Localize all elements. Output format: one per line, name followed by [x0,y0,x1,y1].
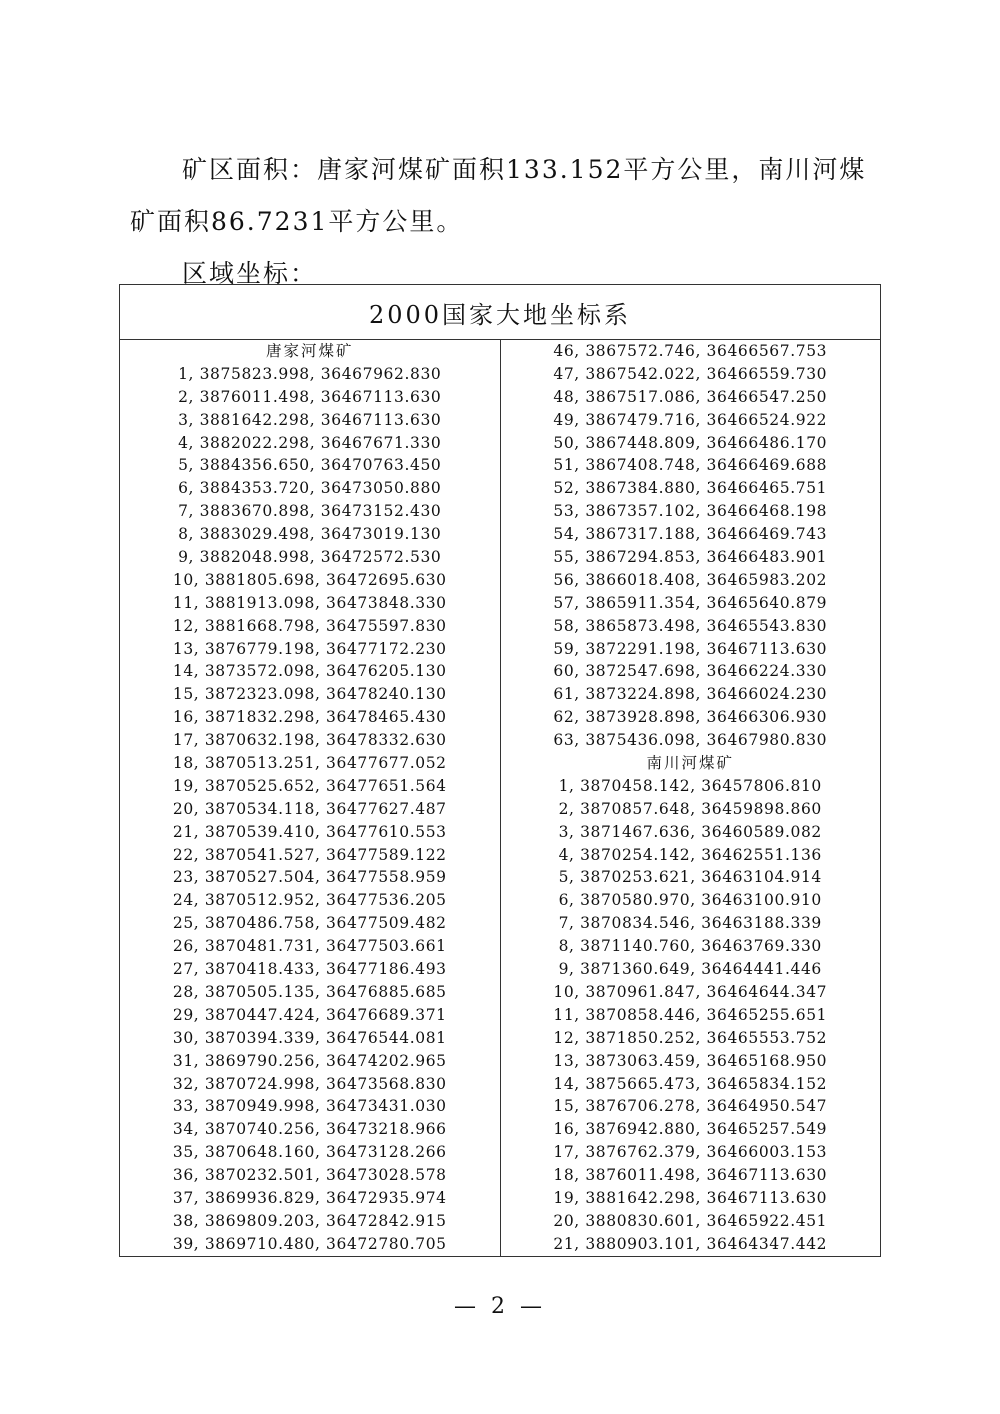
coordinate-row: 14, 3875665.473, 36465834.152 [553,1074,828,1093]
coordinate-row: 2, 3876011.498, 36467113.630 [178,387,442,406]
coordinate-row: 54, 3867317.188, 36466469.743 [553,525,828,544]
coordinate-row: 37, 3869936.829, 36472935.974 [172,1188,447,1207]
coordinate-row: 34, 3870740.256, 36473218.966 [172,1120,447,1139]
coordinate-row: 39, 3869710.480, 36472780.705 [172,1234,447,1253]
coordinate-row: 19, 3870525.652, 36477651.564 [172,776,447,795]
coordinate-row: 46, 3867572.746, 36466567.753 [553,342,828,360]
mine-name-heading: 唐家河煤矿 [265,342,354,360]
coordinate-row: 51, 3867408.748, 36466469.688 [553,456,828,475]
coordinate-row: 5, 3884356.650, 36470763.450 [178,456,442,475]
coordinate-row: 14, 3873572.098, 36476205.130 [172,662,447,681]
mining-area-paragraph: 矿区面积：唐家河煤矿面积133.152平方公里，南川河煤矿面积86.7231平方公里。 [130,155,867,236]
coordinate-row: 15, 3872323.098, 36478240.130 [172,685,447,704]
coordinate-row: 62, 3873928.898, 36466306.930 [553,708,828,727]
coordinate-row: 47, 3867542.022, 36466559.730 [553,364,828,383]
coordinate-row: 16, 3876942.880, 36465257.549 [553,1120,828,1139]
coordinate-row: 9, 3882048.998, 36472572.530 [178,548,442,567]
coordinate-row: 61, 3873224.898, 36466024.230 [553,685,828,704]
coordinate-row: 13, 3876779.198, 36477172.230 [172,639,447,658]
coordinate-row: 16, 3871832.298, 36478465.430 [172,708,447,727]
coordinate-row: 5, 3870253.621, 36463104.914 [558,868,822,887]
coordinate-row: 33, 3870949.998, 36473431.030 [172,1097,447,1116]
coordinate-row: 31, 3869790.256, 36474202.965 [172,1051,447,1070]
coordinate-row: 9, 3871360.649, 36464441.446 [558,960,822,979]
mine-name-heading: 南川河煤矿 [646,754,734,773]
coordinate-row: 29, 3870447.424, 36476689.371 [172,1005,447,1024]
coordinate-row: 55, 3867294.853, 36466483.901 [553,548,828,567]
coordinate-row: 8, 3883029.498, 36473019.130 [178,525,442,544]
left-coordinate-column [120,340,501,1257]
coordinate-row: 2, 3870857.648, 36459898.860 [558,799,822,818]
coordinate-row: 7, 3870834.546, 36463188.339 [558,914,822,933]
coordinate-row: 25, 3870486.758, 36477509.482 [172,914,447,933]
coordinate-row: 32, 3870724.998, 36473568.830 [172,1074,447,1093]
coordinate-row: 49, 3867479.716, 36466524.922 [553,410,828,429]
coordinate-row: 4, 3870254.142, 36462551.136 [558,845,822,864]
coordinate-row: 4, 3882022.298, 36467671.330 [178,433,442,452]
coordinate-row: 19, 3881642.298, 36467113.630 [553,1188,828,1207]
coordinate-row: 20, 3870534.118, 36477627.487 [172,799,447,818]
coordinate-row: 17, 3876762.379, 36466003.153 [553,1143,828,1162]
coordinate-row: 12, 3871850.252, 36465553.752 [553,1028,828,1047]
coordinate-row: 18, 3870513.251, 36477677.052 [172,754,447,773]
coordinate-row: 6, 3884353.720, 36473050.880 [178,479,442,498]
coordinate-row: 8, 3871140.760, 36463769.330 [558,937,822,956]
coordinate-row: 26, 3870481.731, 36477503.661 [172,937,447,956]
coordinate-row: 50, 3867448.809, 36466486.170 [553,433,828,452]
coordinate-row: 1, 3875823.998, 36467962.830 [178,364,442,383]
coordinate-row: 35, 3870648.160, 36473128.266 [172,1143,447,1162]
coordinate-row: 20, 3880830.601, 36465922.451 [553,1211,828,1230]
coordinate-row: 56, 3866018.408, 36465983.202 [553,570,828,589]
coordinate-row: 13, 3873063.459, 36465168.950 [553,1051,828,1070]
coordinate-row: 36, 3870232.501, 36473028.578 [172,1166,447,1185]
coordinate-row: 38, 3869809.203, 36472842.915 [172,1211,447,1230]
coordinate-row: 60, 3872547.698, 36466224.330 [553,662,828,681]
coordinate-row: 53, 3867357.102, 36466468.198 [553,502,828,521]
coordinate-row: 6, 3870580.970, 36463100.910 [558,891,822,910]
coordinate-row: 7, 3883670.898, 36473152.430 [178,502,442,521]
coordinate-row: 11, 3870858.446, 36465255.651 [553,1005,828,1024]
coordinate-row: 22, 3870541.527, 36477589.122 [172,845,447,864]
coordinate-row: 48, 3867517.086, 36466547.250 [553,387,828,406]
coordinate-row: 10, 3881805.698, 36472695.630 [172,570,447,589]
coordinate-row: 24, 3870512.952, 36477536.205 [172,891,447,910]
coordinate-row: 58, 3865873.498, 36465543.830 [553,616,828,635]
coordinate-row: 3, 3871467.636, 36460589.082 [558,822,822,841]
coordinate-row: 23, 3870527.504, 36477558.959 [172,868,447,887]
coordinates-label: 区域坐标： [182,259,318,288]
coordinate-row: 59, 3872291.198, 36467113.630 [553,639,828,658]
coordinate-row: 11, 3881913.098, 36473848.330 [172,593,447,612]
coordinate-row: 30, 3870394.339, 36476544.081 [172,1028,447,1047]
coordinate-row: 63, 3875436.098, 36467980.830 [553,731,828,750]
coordinate-row: 21, 3870539.410, 36477610.553 [172,822,447,841]
coordinate-row: 17, 3870632.198, 36478332.630 [172,731,447,750]
coordinate-row: 3, 3881642.298, 36467113.630 [178,410,442,429]
coordinate-row: 27, 3870418.433, 36477186.493 [172,960,447,979]
right-coordinate-column [500,340,881,1257]
coordinate-row: 52, 3867384.880, 36466465.751 [553,479,828,498]
coordinate-row: 1, 3870458.142, 36457806.810 [558,776,822,795]
coordinate-system-title: 2000国家大地坐标系 [120,285,881,340]
coordinate-row: 28, 3870505.135, 36476885.685 [172,982,447,1001]
coordinate-row: 12, 3881668.798, 36475597.830 [172,616,447,635]
coordinate-row: 10, 3870961.847, 36464644.347 [553,982,828,1001]
coordinate-row: 15, 3876706.278, 36464950.547 [553,1097,828,1116]
coordinate-row: 21, 3880903.101, 36464347.442 [553,1234,828,1253]
coordinate-row: 18, 3876011.498, 36467113.630 [553,1166,828,1185]
coordinate-row: 57, 3865911.354, 36465640.879 [553,593,828,612]
page-number: — 2 — [454,1294,546,1319]
coordinate-table [119,284,881,1257]
